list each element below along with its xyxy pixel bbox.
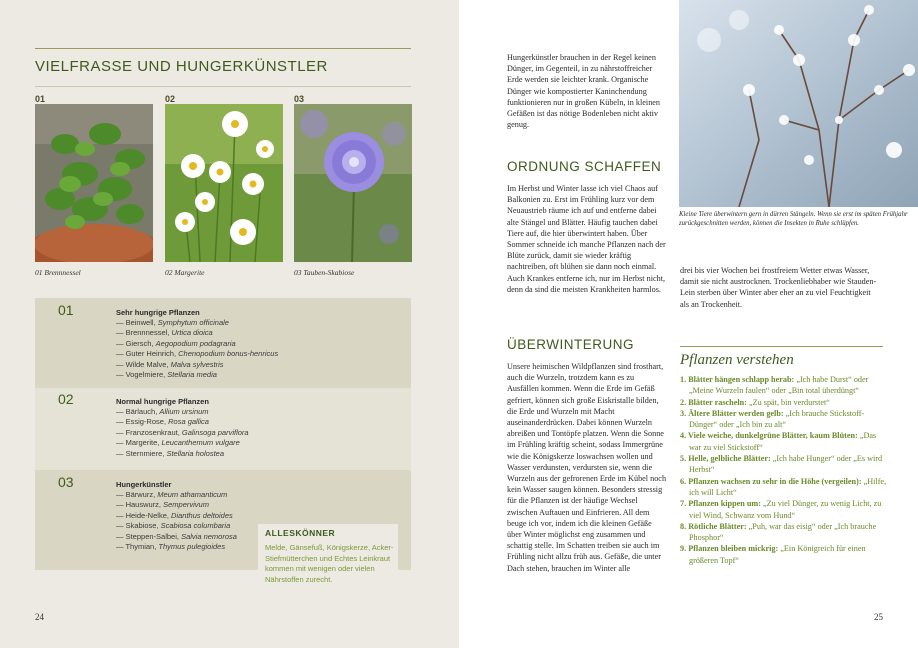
category-list-2 (116, 407, 249, 459)
category-title-2: Normal hungrige Pflanzen (116, 397, 209, 406)
plant-list-item: — Wilde Malve, Malva sylvestris (116, 360, 278, 370)
category-number-1: 01 (58, 302, 74, 318)
plant-list-item: — Beinwell, Symphytum officinale (116, 318, 278, 328)
top-rule (35, 48, 411, 49)
ueberwinterung-paragraph: Unsere heimischen Wildpflanzen sind frosthart, auch die Wurzeln, trotzdem kann es zu Ausfällen kommen. Wenn die Erde im Gefäß gefriert, können sich große Eiskristalle bilden, die Erde und Wurzeln mit Macht auseinanderdrücken. Dabei können Wurzeln abreißen und Tontöpfe platzen. Wenn die Sonne im Frühling kräftig scheint, sodass Immergrüne wie die Königskerze loswachsen wollen und Wasser verdunsten, verdursten sie, wenn die Wurzeln aus der gefrorenen Erde im Kübel noch kein Wasser saugen können. Besonders stressig für die Pflanzen ist der häufige Wechsel zwischen Auftauen und Einfrieren. All dem beuge ich vor, indem ich die kleinen Gefäße über Winter möglichst eng zusammen und schattig stelle. Im Schatten treiben sie auch im Frühling nicht allzu früh aus. Gefäße, die unter Dach stehen, brauchen im Winter alle (507, 362, 667, 573)
signal-list-item: 2. Blätter rascheln: „Zu spät, bin verdurstet“ (680, 397, 830, 407)
category-list-1 (116, 318, 278, 380)
plant-list-item: — Margerite, Leucanthemum vulgare (116, 438, 249, 448)
signal-list-item: 8. Rötliche Blätter: „Puh, war das eisig“ oder „Ich brauche Phosphor“ (680, 521, 877, 543)
plant-list-item: — Skabiose, Scabiosa columbaria (116, 521, 237, 531)
plant-list-item: — Brennnessel, Urtica dioica (116, 328, 278, 338)
photo-number-1: 01 (35, 94, 46, 104)
plant-list-item: — Essig-Rose, Rosa gallica (116, 417, 249, 427)
plant-list-item: — Thymian, Thymus pulegioides (116, 542, 237, 552)
pflanzen-verstehen-list (680, 374, 890, 566)
signal-list-item: 5. Helle, gelbliche Blätter: „Ich habe Hunger“ oder „Es wird Herbst“ (680, 454, 883, 475)
signal-list-item: 9. Pflanzen bleiben mickrig: „Ein Königreich für einen größeren Topf“ (680, 544, 866, 565)
signal-list-item: 7. Pflanzen kippen um: „Zu viel Dünger, zu wenig Licht, zu viel Wind, Schwanz vom Hund“ (680, 499, 882, 520)
ordnung-paragraph: Im Herbst und Winter lasse ich viel Chaos auf Balkonien zu. Erst im Frühling kurz vor dem Neuaustrieb räume ich auf und entferne dabei alte Stängel und Blätter. Häufig tauchen dabei Tiere auf, die hier überwintert haben. Über Sommer schneide ich manche Pflanzen nach der Blüte zurück, damit sie wieder kräftig nachtreiben, oft blühen sie dann noch einmal. Auch Krankes entferne ich, nur im Herbst nicht, denn da sind die meisten Krankheiten harmlos. (507, 184, 666, 294)
signal-list-item: 6. Pflanzen wachsen zu sehr in die Höhe (vergeilen): „Hilfe, ich will Licht“ (680, 476, 887, 497)
category-list-3 (116, 490, 237, 552)
daisy-photo (165, 104, 283, 262)
plant-list-item: — Vogelmiere, Stellaria media (116, 370, 278, 380)
plant-list-item: — Franzosenkraut, Galinsoga parviflora (116, 428, 249, 438)
photo-number-3: 03 (294, 94, 305, 104)
nettle-photo (35, 104, 153, 262)
plant-list-item: — Bärlauch, Allium ursinum (116, 407, 249, 417)
column3-paragraph: drei bis vier Wochen bei frostfreiem Wetter etwas Wasser, damit sie nicht austrocknen. Trockenliebhaber wie Stauden-Lein sterben über Winter aber eher an zu viel Feuchtigkeit als an Trockenheit. (680, 266, 877, 309)
photo-caption-1: 01 Brennnessel (35, 268, 81, 277)
sidebar-rule (680, 346, 883, 347)
frost-stems-photo (679, 0, 918, 207)
alleskoenner-text: Melde, Gänsefuß, Königskerze, Acker-Stiefmütterchen und Echtes Leinkraut kommen mit wenigen oder vielen Nährstoffen zurecht. (265, 543, 394, 584)
heading-ordnung: ORDNUNG SCHAFFEN (507, 159, 662, 174)
signal-list-item: 3. Ältere Blätter werden gelb: „Ich brauche Stickstoff-Dünger“ oder „Ich bin zu alt“ (680, 408, 865, 430)
signal-list-item: 1. Blätter hängen schlapp herab: „Ich habe Durst“ oder „Meine Wurzeln faulen“ oder „Bin total überdüngt“ (680, 375, 869, 396)
chapter-title: VIELFRASSE UND HUNGERKÜNSTLER (35, 58, 328, 75)
photo-caption-2: 02 Margerite (165, 268, 205, 277)
heading-ueberwinterung: ÜBERWINTERUNG (507, 337, 635, 352)
scabiosa-photo (294, 104, 412, 262)
plant-list-item: — Guter Heinrich, Chenopodium bonus-henricus (116, 349, 278, 359)
signal-list-item: 4. Viele weiche, dunkelgrüne Blätter, kaum Blüten: „Das war zu viel Stickstoff“ (680, 431, 877, 452)
plant-list-item: — Hauswurz, Sempervivum (116, 500, 237, 510)
photo-caption-3: 03 Tauben-Skabiose (294, 268, 355, 277)
category-title-1: Sehr hungrige Pflanzen (116, 308, 200, 317)
plant-list-item: — Heide-Nelke, Dianthus deltoides (116, 511, 237, 521)
page-number-right: 25 (874, 612, 883, 622)
page-number-left: 24 (35, 612, 44, 622)
pflanzen-verstehen-title: Pflanzen verstehen (680, 352, 794, 368)
title-rule (35, 86, 411, 87)
photo-number-2: 02 (165, 94, 176, 104)
plant-list-item: — Steppen-Salbei, Salvia nemorosa (116, 532, 237, 542)
category-number-3: 03 (58, 474, 74, 490)
plant-list-item: — Sternmiere, Stellaria holostea (116, 449, 249, 459)
plant-list-item: — Giersch, Aegopodium podagraria (116, 339, 278, 349)
category-number-2: 02 (58, 391, 74, 407)
category-title-3: Hungerkünstler (116, 480, 172, 489)
alleskoenner-title: ALLESKÖNNER (265, 528, 336, 538)
plant-list-item: — Bärwurz, Meum athamanticum (116, 490, 237, 500)
photo-caption-right: Kleine Tiere überwintern gern in dürren Stängeln. Wenn sie erst im späten Frühjahr zurückgeschnitten werden, können die Insekten in Ruhe schlüpfen. (679, 211, 908, 227)
intro-paragraph: Hungerkünstler brauchen in der Regel keinen Dünger, im Gegenteil, in zu nährstoffreicher Erde werden sie leichter krank. Organische Dünger wie kompostierter Kaninchendung funktionieren nur in großen Kübeln, in kleinen Gefäßen ist das nötige Bodenleben nicht aktiv genug. (507, 53, 661, 130)
